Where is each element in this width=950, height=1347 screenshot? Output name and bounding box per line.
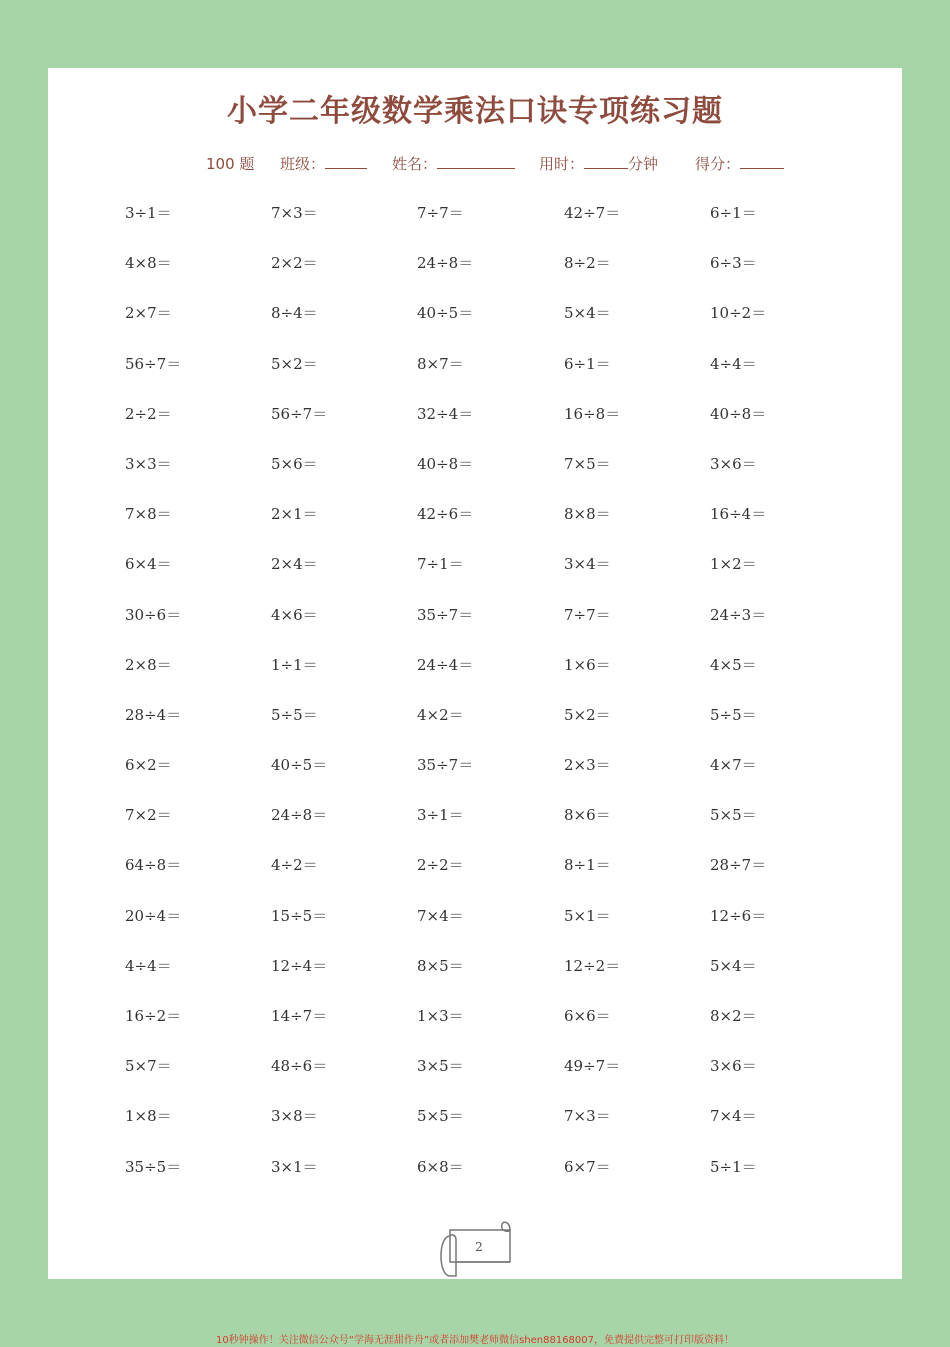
problem-item: 4÷4＝ — [710, 354, 757, 373]
score-field — [695, 153, 784, 174]
problem-item: 1×2＝ — [710, 555, 757, 574]
problem-item: 5×6＝ — [271, 454, 318, 473]
problem-item: 7×3＝ — [271, 204, 318, 222]
name-field — [392, 153, 515, 174]
footer-notice: 10秒钟操作！关注微信公众号“学海无涯甜作舟”或者添加樊老师微信shen88168007，免费提供完整可打印版资料！ — [215, 1335, 735, 1346]
problem-item: 3×1＝ — [271, 1157, 318, 1176]
problem-item: 3×6＝ — [710, 454, 757, 473]
problem-item: 35÷5＝ — [125, 1157, 182, 1176]
problem-item: 48÷6＝ — [271, 1057, 328, 1076]
problem-item: 49÷7＝ — [564, 1057, 621, 1076]
page-number: 2 — [475, 1240, 483, 1254]
problem-item: 16÷4＝ — [710, 505, 767, 524]
problem-item: 56÷7＝ — [271, 404, 328, 423]
problem-item: 6÷1＝ — [564, 354, 611, 373]
problem-item: 40÷5＝ — [417, 304, 474, 323]
page-title: 小学二年级数学乘法口诀专项练习题 — [227, 94, 723, 129]
problem-item: 8÷1＝ — [564, 856, 611, 875]
problem-item: 5×5＝ — [710, 806, 757, 825]
problem-item: 7×8＝ — [125, 505, 172, 524]
problem-item: 7×2＝ — [125, 806, 172, 825]
problem-item: 2×8＝ — [125, 655, 172, 674]
problem-item: 8×2＝ — [710, 1007, 757, 1025]
problem-item: 12÷2＝ — [564, 956, 621, 975]
problem-item: 35÷7＝ — [417, 605, 474, 624]
problem-item: 3×3＝ — [125, 454, 172, 473]
problem-item: 28÷4＝ — [125, 705, 182, 724]
problem-item: 6×2＝ — [125, 756, 172, 775]
problem-item: 8÷4＝ — [271, 304, 318, 323]
problem-item: 5×2＝ — [564, 705, 611, 724]
problem-item: 5×5＝ — [417, 1107, 464, 1126]
problem-item: 7×5＝ — [564, 454, 611, 473]
problem-item: 42÷7＝ — [564, 204, 621, 222]
problem-item: 8×6＝ — [564, 806, 611, 825]
problem-item: 6×7＝ — [564, 1157, 611, 1176]
problem-item: 40÷8＝ — [710, 404, 767, 423]
problem-item: 5×2＝ — [271, 354, 318, 373]
problem-item: 40÷5＝ — [271, 756, 328, 775]
problem-item: 16÷2＝ — [125, 1007, 182, 1025]
problem-item: 24÷8＝ — [417, 254, 474, 273]
problem-item: 7÷1＝ — [417, 555, 464, 574]
problem-item: 1×3＝ — [417, 1007, 464, 1025]
problem-item: 4×2＝ — [417, 705, 464, 724]
problem-item: 8÷2＝ — [564, 254, 611, 273]
problem-item: 5÷1＝ — [710, 1157, 757, 1176]
problem-item: 10÷2＝ — [710, 304, 767, 323]
problem-item: 1÷1＝ — [271, 655, 318, 674]
problem-item: 2×1＝ — [271, 505, 318, 524]
problem-item: 24÷8＝ — [271, 806, 328, 825]
problem-item: 4÷4＝ — [125, 956, 172, 975]
problem-item: 6÷1＝ — [710, 204, 757, 222]
problem-item: 3×4＝ — [564, 555, 611, 574]
problem-item: 40÷8＝ — [417, 454, 474, 473]
problem-item: 7÷7＝ — [417, 204, 464, 222]
class-field — [280, 153, 367, 174]
problem-item: 35÷7＝ — [417, 756, 474, 775]
problem-item: 12÷6＝ — [710, 906, 767, 925]
problem-item: 20÷4＝ — [125, 906, 182, 925]
problem-item: 30÷6＝ — [125, 605, 182, 624]
problem-item: 5×4＝ — [710, 956, 757, 975]
problem-item: 3×5＝ — [417, 1057, 464, 1076]
problem-item: 1×8＝ — [125, 1107, 172, 1126]
problem-item: 6×4＝ — [125, 555, 172, 574]
problem-item: 3×6＝ — [710, 1057, 757, 1076]
problem-item: 5×4＝ — [564, 304, 611, 323]
problem-item: 8×5＝ — [417, 956, 464, 975]
problem-item: 5×7＝ — [125, 1057, 172, 1076]
problem-item: 2÷2＝ — [125, 404, 172, 423]
problem-item: 12÷4＝ — [271, 956, 328, 975]
problem-item: 6×6＝ — [564, 1007, 611, 1025]
problem-item: 4×8＝ — [125, 254, 172, 273]
problem-item: 7×4＝ — [417, 906, 464, 925]
problem-item: 5÷5＝ — [710, 705, 757, 724]
class-label: 班级： — [280, 155, 326, 173]
name-label: 姓名： — [392, 155, 438, 173]
time-blank — [584, 154, 628, 169]
problem-item: 2×3＝ — [564, 756, 611, 775]
problem-item: 24÷4＝ — [417, 655, 474, 674]
problem-item: 14÷7＝ — [271, 1007, 328, 1025]
class-blank — [325, 154, 367, 169]
time-field — [539, 153, 658, 174]
problem-item: 7÷7＝ — [564, 605, 611, 624]
problem-item: 7×3＝ — [564, 1107, 611, 1126]
problem-item: 4×6＝ — [271, 605, 318, 624]
problem-item: 1×6＝ — [564, 655, 611, 674]
problem-item: 8×8＝ — [564, 505, 611, 524]
problem-item: 3÷1＝ — [417, 806, 464, 825]
problem-item: 7×4＝ — [710, 1107, 757, 1126]
problem-item: 2×4＝ — [271, 555, 318, 574]
question-count: 100 题 — [206, 155, 255, 173]
worksheet-page — [48, 68, 902, 1279]
problem-item: 4÷2＝ — [271, 856, 318, 875]
problem-item: 32÷4＝ — [417, 404, 474, 423]
problem-item: 3×8＝ — [271, 1107, 318, 1126]
time-unit: 分钟 — [628, 155, 659, 173]
problem-item: 28÷7＝ — [710, 856, 767, 875]
problem-item: 2÷2＝ — [417, 856, 464, 875]
problem-item: 3÷1＝ — [125, 204, 172, 222]
problem-item: 2×7＝ — [125, 304, 172, 323]
problem-item: 5×1＝ — [564, 906, 611, 925]
problem-item: 64÷8＝ — [125, 856, 182, 875]
problem-item: 24÷3＝ — [710, 605, 767, 624]
problem-item: 4×5＝ — [710, 655, 757, 674]
problem-item: 4×7＝ — [710, 756, 757, 775]
problem-item: 42÷6＝ — [417, 505, 474, 524]
score-label: 得分： — [695, 155, 741, 173]
name-blank — [437, 154, 515, 169]
problem-item: 16÷8＝ — [564, 404, 621, 423]
score-blank — [740, 154, 784, 169]
problem-item: 5÷5＝ — [271, 705, 318, 724]
problem-item: 15÷5＝ — [271, 906, 328, 925]
time-label: 用时： — [539, 155, 585, 173]
problem-item: 6÷3＝ — [710, 254, 757, 273]
problem-item: 56÷7＝ — [125, 354, 182, 373]
problem-item: 8×7＝ — [417, 354, 464, 373]
problem-item: 6×8＝ — [417, 1157, 464, 1176]
problem-item: 2×2＝ — [271, 254, 318, 273]
